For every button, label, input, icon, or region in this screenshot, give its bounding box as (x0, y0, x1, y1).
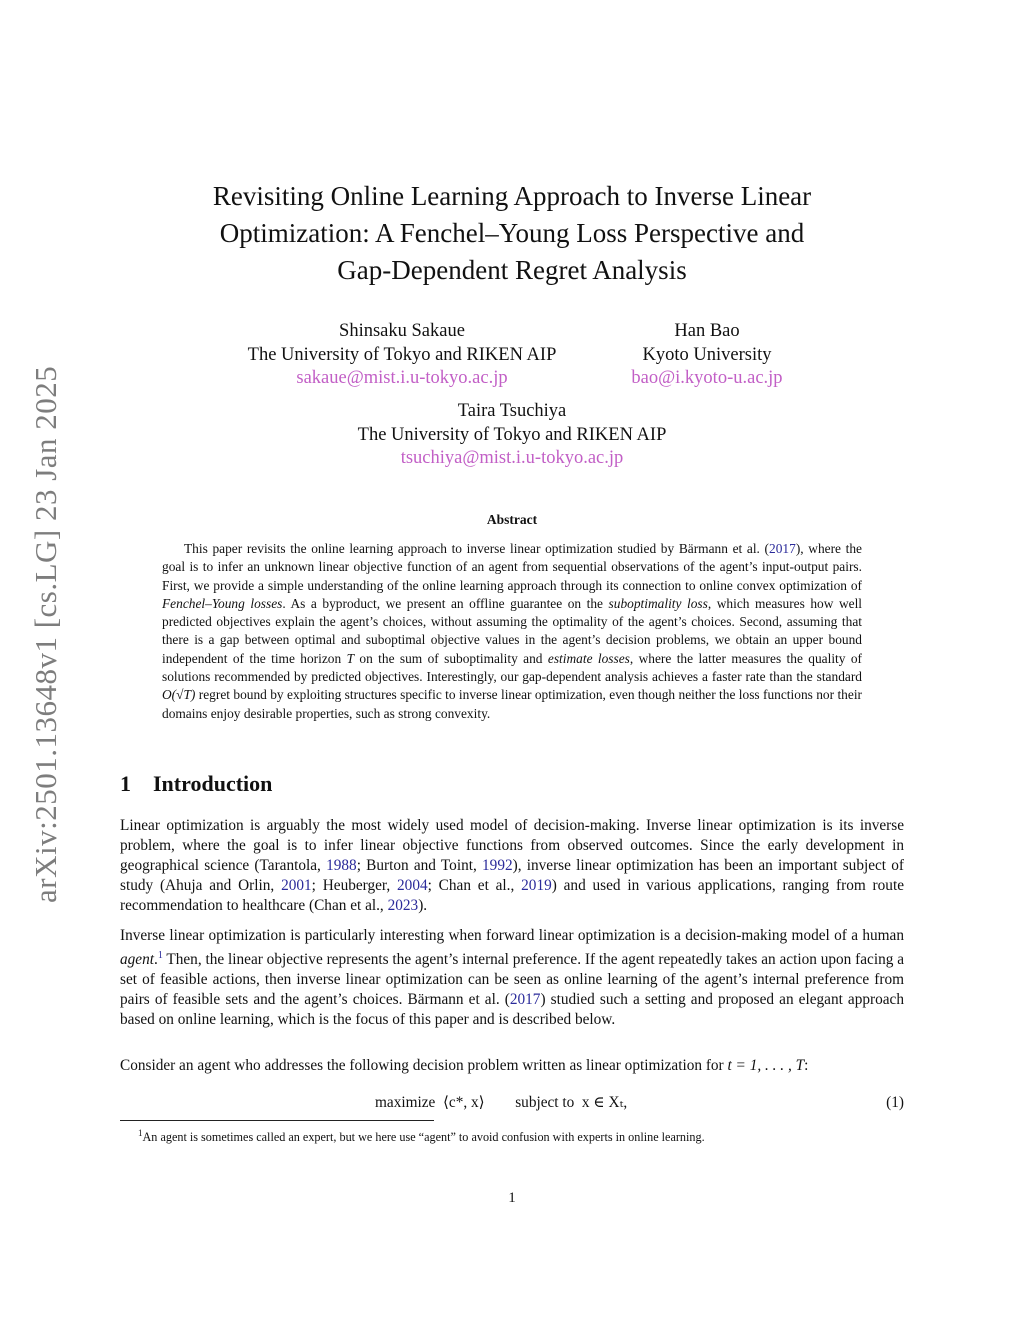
title-line-1: Revisiting Online Learning Approach to Inverse Linear (212, 181, 812, 211)
section-number: 1 (120, 771, 131, 796)
footnote-1 (138, 1125, 904, 1145)
citation-link[interactable]: 2019 (521, 877, 552, 894)
author-block-3 (312, 400, 712, 471)
title-line-2: Optimization: A Fenchel–Young Loss Perspective and (219, 218, 805, 248)
equation-body: maximize ⟨c*, x⟩ subject to x ∈ Xₜ, (375, 1094, 628, 1111)
citation-link[interactable]: 1988 (326, 857, 357, 874)
section-title: Introduction (153, 771, 273, 796)
abstract-body: This paper revisits the online learning approach to inverse linear optimization studied by Bärmann et al. (2017), where the goal is to infer an unknown linear objective function of an agent from sequential observations of the agent’s input-output pairs. First, we provide a simple understanding of the online learning approach through its connection to online convex optimization of Fenchel–Young losses. As a byproduct, we present an offline guarantee on the suboptimality loss, which measures how well predicted objectives explain the agent’s choices, without assuming the optimality of the agent’s choices. Second, assuming that there is a gap between optimal and suboptimal objective values in the agent’s decision problems, we obtain an upper bound independent of the time horizon T on the sum of suboptimality and estimate losses, where the latter measures the quality of solutions recommended by predicted objectives. Interestingly, our gap-dependent analysis achieves a faster rate than the standard O(√T) regret bound by exploiting structures specific to inverse linear optimization, even though neither the loss functions nor their domains enjoy desirable properties, such as strong convexity. (162, 541, 863, 721)
citation-link[interactable]: 2004 (397, 877, 428, 894)
author-email-link[interactable]: bao@i.kyoto-u.ac.jp (631, 368, 783, 388)
citation-link[interactable]: 1992 (482, 857, 513, 874)
author-name: Taira Tsuchiya (457, 401, 567, 421)
author-block-2 (597, 320, 817, 391)
author-email-link[interactable]: tsuchiya@mist.i.u-tokyo.ac.jp (400, 448, 624, 468)
intro-paragraph-2: Inverse linear optimization is particularly interesting when forward linear optimization is a decision-making model of a human agent.$^1$ Then, the linear objective represents the agent’s internal preference. If the agent repeatedly takes an action upon facing a set of feasible actions, then inverse linear optimization can be seen as online learning of the agent’s internal preference from pairs of feasible sets and the agent’s choices. Bärmann et al. (2017) studied such a setting and proposed an elegant approach based on online learning, which is the focus of this paper and is described below. (120, 927, 904, 1029)
abstract-heading: Abstract (486, 512, 538, 527)
section-heading (120, 771, 272, 797)
title-line-3: Gap-Dependent Regret Analysis (337, 255, 687, 285)
author-affiliation: The University of Tokyo and RIKEN AIP (357, 424, 667, 445)
math-range: t = 1, . . . , T (727, 1057, 805, 1074)
rate-expression: O(√T) (162, 687, 196, 703)
intro-paragraph-1: Linear optimization is arguably the most widely used model of decision-making. Inverse linear optimization is its inverse problem, where the goal is to infer linear objective functions from observed outcomes. Since the early development in geographical science (Tarantola, 1988; Burton and Toint, 1992), inverse linear optimization has been an important subject of study (Ahuja and Orlin, 2001; Heuberger, 2004; Chan et al., 2019) and used in various applications, ranging from route recommendation to healthcare (Chan et al., 2023). (120, 817, 905, 914)
intro-paragraph-3: Consider an agent who addresses the following decision problem written as linear optimization for t = 1, . . . , T: (120, 1057, 809, 1074)
author-name: Han Bao (674, 321, 740, 341)
footnote-marker[interactable]: 1 (157, 950, 163, 961)
citation-link[interactable]: 2023 (387, 897, 419, 914)
paper-title (150, 178, 874, 289)
citation-link[interactable]: 2017 (769, 541, 796, 556)
citation-link[interactable]: 2017 (509, 991, 541, 1009)
author-email-link[interactable]: sakaue@mist.i.u-tokyo.ac.jp (296, 368, 508, 388)
citation-link[interactable]: 2001 (281, 877, 312, 894)
footnote-text: An agent is sometimes called an expert, but we here use “agent” to avoid confusion with experts in online learning. (142, 1130, 705, 1145)
arxiv-side-stamp: arXiv:2501.13648v1 [cs.LG] 23 Jan 2025 (28, 365, 63, 903)
footnote-divider (120, 1120, 434, 1121)
author-affiliation: The University of Tokyo and RIKEN AIP (247, 344, 557, 365)
equation-1 (120, 1093, 904, 1113)
equation-number: (1) (886, 1094, 904, 1111)
author-name: Shinsaku Sakaue (339, 321, 465, 341)
author-block-1 (230, 320, 574, 391)
footnote-mark: 1 (138, 1128, 143, 1138)
author-affiliation: Kyoto University (642, 344, 772, 365)
page-number: 1 (508, 1190, 516, 1206)
